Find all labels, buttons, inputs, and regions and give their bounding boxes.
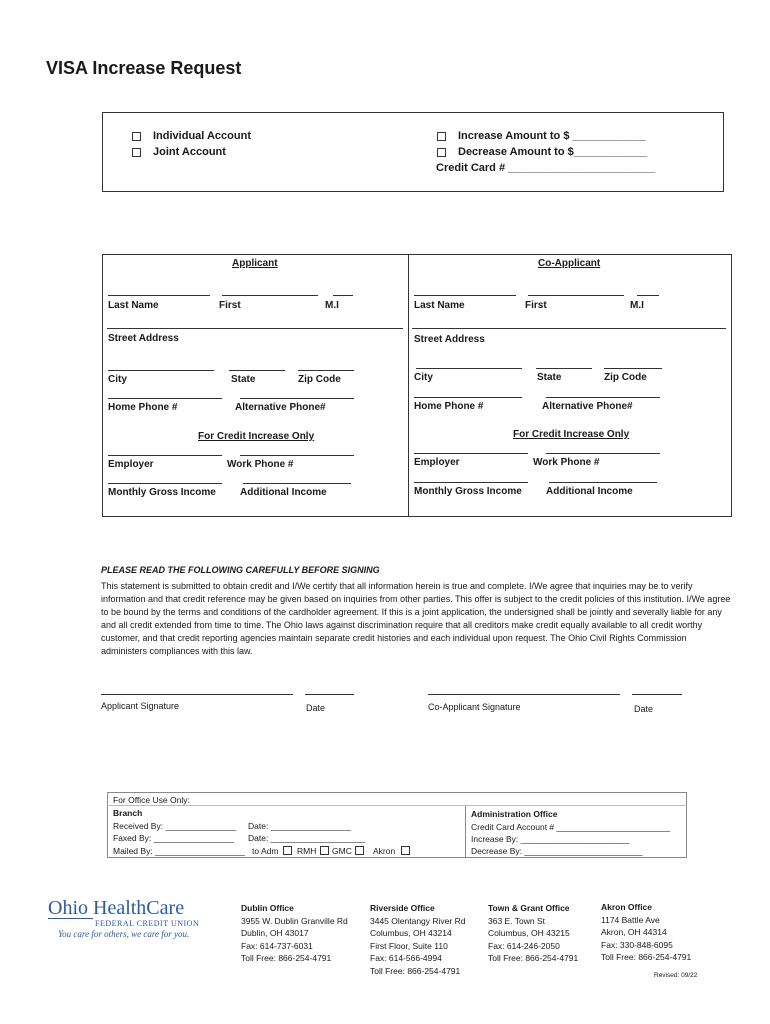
- mi-line[interactable]: [333, 295, 353, 296]
- logo-subtitle: FEDERAL CREDIT UNION: [95, 919, 200, 928]
- office-riverside: [370, 902, 465, 978]
- co-applicant-date-label: Date: [634, 704, 654, 714]
- co-street-address-label: Street Address: [414, 334, 485, 345]
- page-title: VISA Increase Request: [46, 58, 242, 78]
- office-line: Dublin, OH 43017: [241, 928, 309, 939]
- co-state-line[interactable]: [536, 368, 592, 369]
- zip-label: Zip Code: [298, 374, 341, 385]
- co-street-address-line[interactable]: [412, 328, 726, 329]
- co-additional-income-label: Additional Income: [546, 486, 633, 497]
- alt-phone-label: Alternative Phone#: [235, 402, 326, 413]
- co-mi-label: M.I: [630, 300, 644, 311]
- logo-rule-left: [48, 918, 93, 919]
- applicant-date-label: Date: [306, 703, 326, 713]
- office-line: Fax: 614-246-2050: [488, 940, 560, 951]
- office-town-grant: [488, 902, 578, 965]
- office-line: First Floor, Suite 110: [370, 940, 448, 951]
- gross-income-label: Monthly Gross Income: [108, 487, 216, 498]
- office-line: Toll Free: 866-254-4791: [241, 953, 332, 964]
- increase-by-field[interactable]: Increase By: _______________________: [471, 834, 630, 844]
- work-phone-line[interactable]: [240, 455, 354, 456]
- received-date-field[interactable]: Date: _________________: [248, 821, 352, 831]
- applicant-signature-label: Applicant Signature: [101, 701, 180, 711]
- co-city-label: City: [414, 372, 433, 383]
- co-work-phone-label: Work Phone #: [533, 457, 600, 468]
- individual-account-checkbox[interactable]: [132, 132, 141, 141]
- first-name-label: First: [219, 300, 241, 311]
- office-line: 3445 Olentangy River Rd: [370, 915, 466, 926]
- office-akron: [601, 901, 691, 964]
- office-name: Town & Grant Office: [488, 903, 570, 913]
- co-applicant-signature-label: Co-Applicant Signature: [428, 702, 521, 712]
- co-home-phone-line[interactable]: [414, 397, 522, 398]
- co-employer-line[interactable]: [414, 453, 528, 454]
- co-last-name-line[interactable]: [414, 295, 516, 296]
- admin-office-heading: Administration Office: [471, 809, 558, 819]
- co-applicant-heading: Co-Applicant: [538, 258, 601, 269]
- applicant-signature-line[interactable]: [101, 694, 293, 695]
- office-line: 1174 Battle Ave: [601, 914, 660, 925]
- employer-label: Employer: [108, 459, 154, 470]
- street-address-label: Street Address: [108, 333, 179, 344]
- co-alt-phone-label: Alternative Phone#: [542, 401, 633, 412]
- office-line: Columbus, OH 43215: [488, 928, 570, 939]
- state-label: State: [231, 374, 256, 385]
- office-line: Fax: 330-848-6095: [601, 939, 673, 950]
- applicant-box: [102, 254, 732, 517]
- decrease-amount-field[interactable]: Decrease Amount to $____________: [458, 146, 648, 158]
- co-zip-line[interactable]: [604, 368, 662, 369]
- decrease-amount-checkbox[interactable]: [437, 148, 446, 157]
- co-alt-phone-line[interactable]: [546, 397, 660, 398]
- last-name-label: Last Name: [108, 300, 159, 311]
- revised-date: Revised: 09/22: [654, 972, 698, 979]
- office-dublin: [241, 902, 348, 965]
- mi-label: M.I: [325, 300, 339, 311]
- mailed-by-field[interactable]: Mailed By: ___________________: [113, 846, 245, 856]
- co-state-label: State: [537, 372, 562, 383]
- co-additional-income-line[interactable]: [549, 482, 657, 483]
- office-line: Toll Free: 866-254-4791: [370, 965, 461, 976]
- additional-income-line[interactable]: [243, 483, 351, 484]
- notice-heading: PLEASE READ THE FOLLOWING CAREFULLY BEFORE SIGNING: [101, 565, 380, 575]
- logo-tagline: You care for others, we care for you.: [58, 929, 190, 939]
- first-name-line[interactable]: [222, 295, 318, 296]
- office-divider: [465, 805, 466, 858]
- cc-account-field[interactable]: Credit Card Account # ________________________: [471, 822, 670, 832]
- work-phone-label: Work Phone #: [227, 459, 294, 470]
- co-work-phone-line[interactable]: [546, 453, 660, 454]
- office-line: Fax: 614-737-6031: [241, 940, 313, 951]
- office-line: Columbus, OH 43214: [370, 928, 452, 939]
- alt-phone-line[interactable]: [240, 398, 354, 399]
- credit-increase-heading: For Credit Increase Only: [198, 431, 315, 442]
- co-employer-label: Employer: [414, 457, 460, 468]
- notice-body: This statement is submitted to obtain credit and I/We certify that all information herein is true and complete. I/We agree that inquiries may be to verify information and that credit reference may be given based on inquiries from other parties. This offer is subject to the credit policies of this institution. I/We agree to be bound by the terms and conditions of the cardholder agreement. If this is a joint application, the undersigned shall be jointly and severally liable for any and all credit extended from time to time. The Ohio laws against discrimination require that all creditors make credit equally available to all credit worthy customer, and that credit reporting agencies maintain separate credit histories and each individual upon request. The Ohio Civil Rights Commission administers compliances with this law.: [101, 581, 731, 656]
- office-line: 363 E. Town St: [488, 915, 546, 926]
- co-home-phone-label: Home Phone #: [414, 401, 484, 412]
- joint-account-checkbox[interactable]: [132, 148, 141, 157]
- home-phone-line[interactable]: [108, 398, 222, 399]
- employer-line[interactable]: [108, 455, 222, 456]
- increase-amount-field[interactable]: Increase Amount to $ ____________: [458, 130, 646, 142]
- street-address-line[interactable]: [107, 328, 403, 329]
- to-adm-checkbox[interactable]: [283, 846, 292, 855]
- city-label: City: [108, 374, 127, 385]
- individual-account-label: Individual Account: [153, 130, 251, 142]
- rmh-checkbox[interactable]: [320, 846, 329, 855]
- co-first-name-line[interactable]: [528, 295, 624, 296]
- gmc-checkbox[interactable]: [355, 846, 364, 855]
- office-heading-rule: [107, 805, 687, 806]
- co-gross-income-line[interactable]: [414, 482, 528, 483]
- last-name-line[interactable]: [108, 295, 210, 296]
- office-use-heading: For Office Use Only:: [113, 795, 190, 805]
- akron-label: Akron: [373, 846, 396, 856]
- faxed-by-field[interactable]: Faxed By: _________________: [113, 833, 234, 843]
- decrease-by-field[interactable]: Decrease By: _________________________: [471, 846, 643, 856]
- office-line: Toll Free: 866-254-4791: [488, 953, 579, 964]
- branch-label: Branch: [113, 808, 143, 818]
- received-by-field[interactable]: Received By: _______________: [113, 821, 237, 831]
- home-phone-label: Home Phone #: [108, 402, 178, 413]
- co-city-line[interactable]: [416, 368, 522, 369]
- office-line: Toll Free: 866-254-4791: [601, 952, 692, 963]
- credit-card-field[interactable]: Credit Card # ________________________: [436, 162, 655, 174]
- applicant-divider: [408, 254, 409, 517]
- to-adm-label: to Adm: [252, 846, 279, 856]
- co-first-name-label: First: [525, 300, 547, 311]
- akron-checkbox[interactable]: [401, 846, 410, 855]
- office-name: Dublin Office: [241, 903, 294, 913]
- co-applicant-signature-line[interactable]: [428, 694, 620, 695]
- logo-name: Ohio HealthCare: [48, 897, 185, 919]
- co-mi-line[interactable]: [637, 295, 659, 296]
- gross-income-line[interactable]: [108, 483, 222, 484]
- co-last-name-label: Last Name: [414, 300, 465, 311]
- office-line: Akron, OH 44314: [601, 927, 667, 938]
- co-applicant-date-line[interactable]: [632, 694, 682, 695]
- city-line[interactable]: [108, 370, 214, 371]
- office-line: 3955 W. Dublin Granville Rd: [241, 915, 348, 926]
- applicant-date-line[interactable]: [305, 694, 354, 695]
- co-zip-label: Zip Code: [604, 372, 647, 383]
- gmc-label: GMC: [332, 846, 352, 856]
- office-line: Fax: 614-566-4994: [370, 953, 442, 964]
- increase-amount-checkbox[interactable]: [437, 132, 446, 141]
- co-credit-increase-heading: For Credit Increase Only: [513, 429, 630, 440]
- rmh-label: RMH: [297, 846, 317, 856]
- joint-account-label: Joint Account: [153, 146, 226, 158]
- state-line[interactable]: [229, 370, 285, 371]
- office-name: Riverside Office: [370, 903, 435, 913]
- faxed-date-field[interactable]: Date: ____________________: [248, 833, 366, 843]
- applicant-heading: Applicant: [232, 258, 278, 269]
- zip-line[interactable]: [298, 370, 354, 371]
- additional-income-label: Additional Income: [240, 487, 327, 498]
- office-name: Akron Office: [601, 902, 653, 912]
- co-gross-income-label: Monthly Gross Income: [414, 486, 522, 497]
